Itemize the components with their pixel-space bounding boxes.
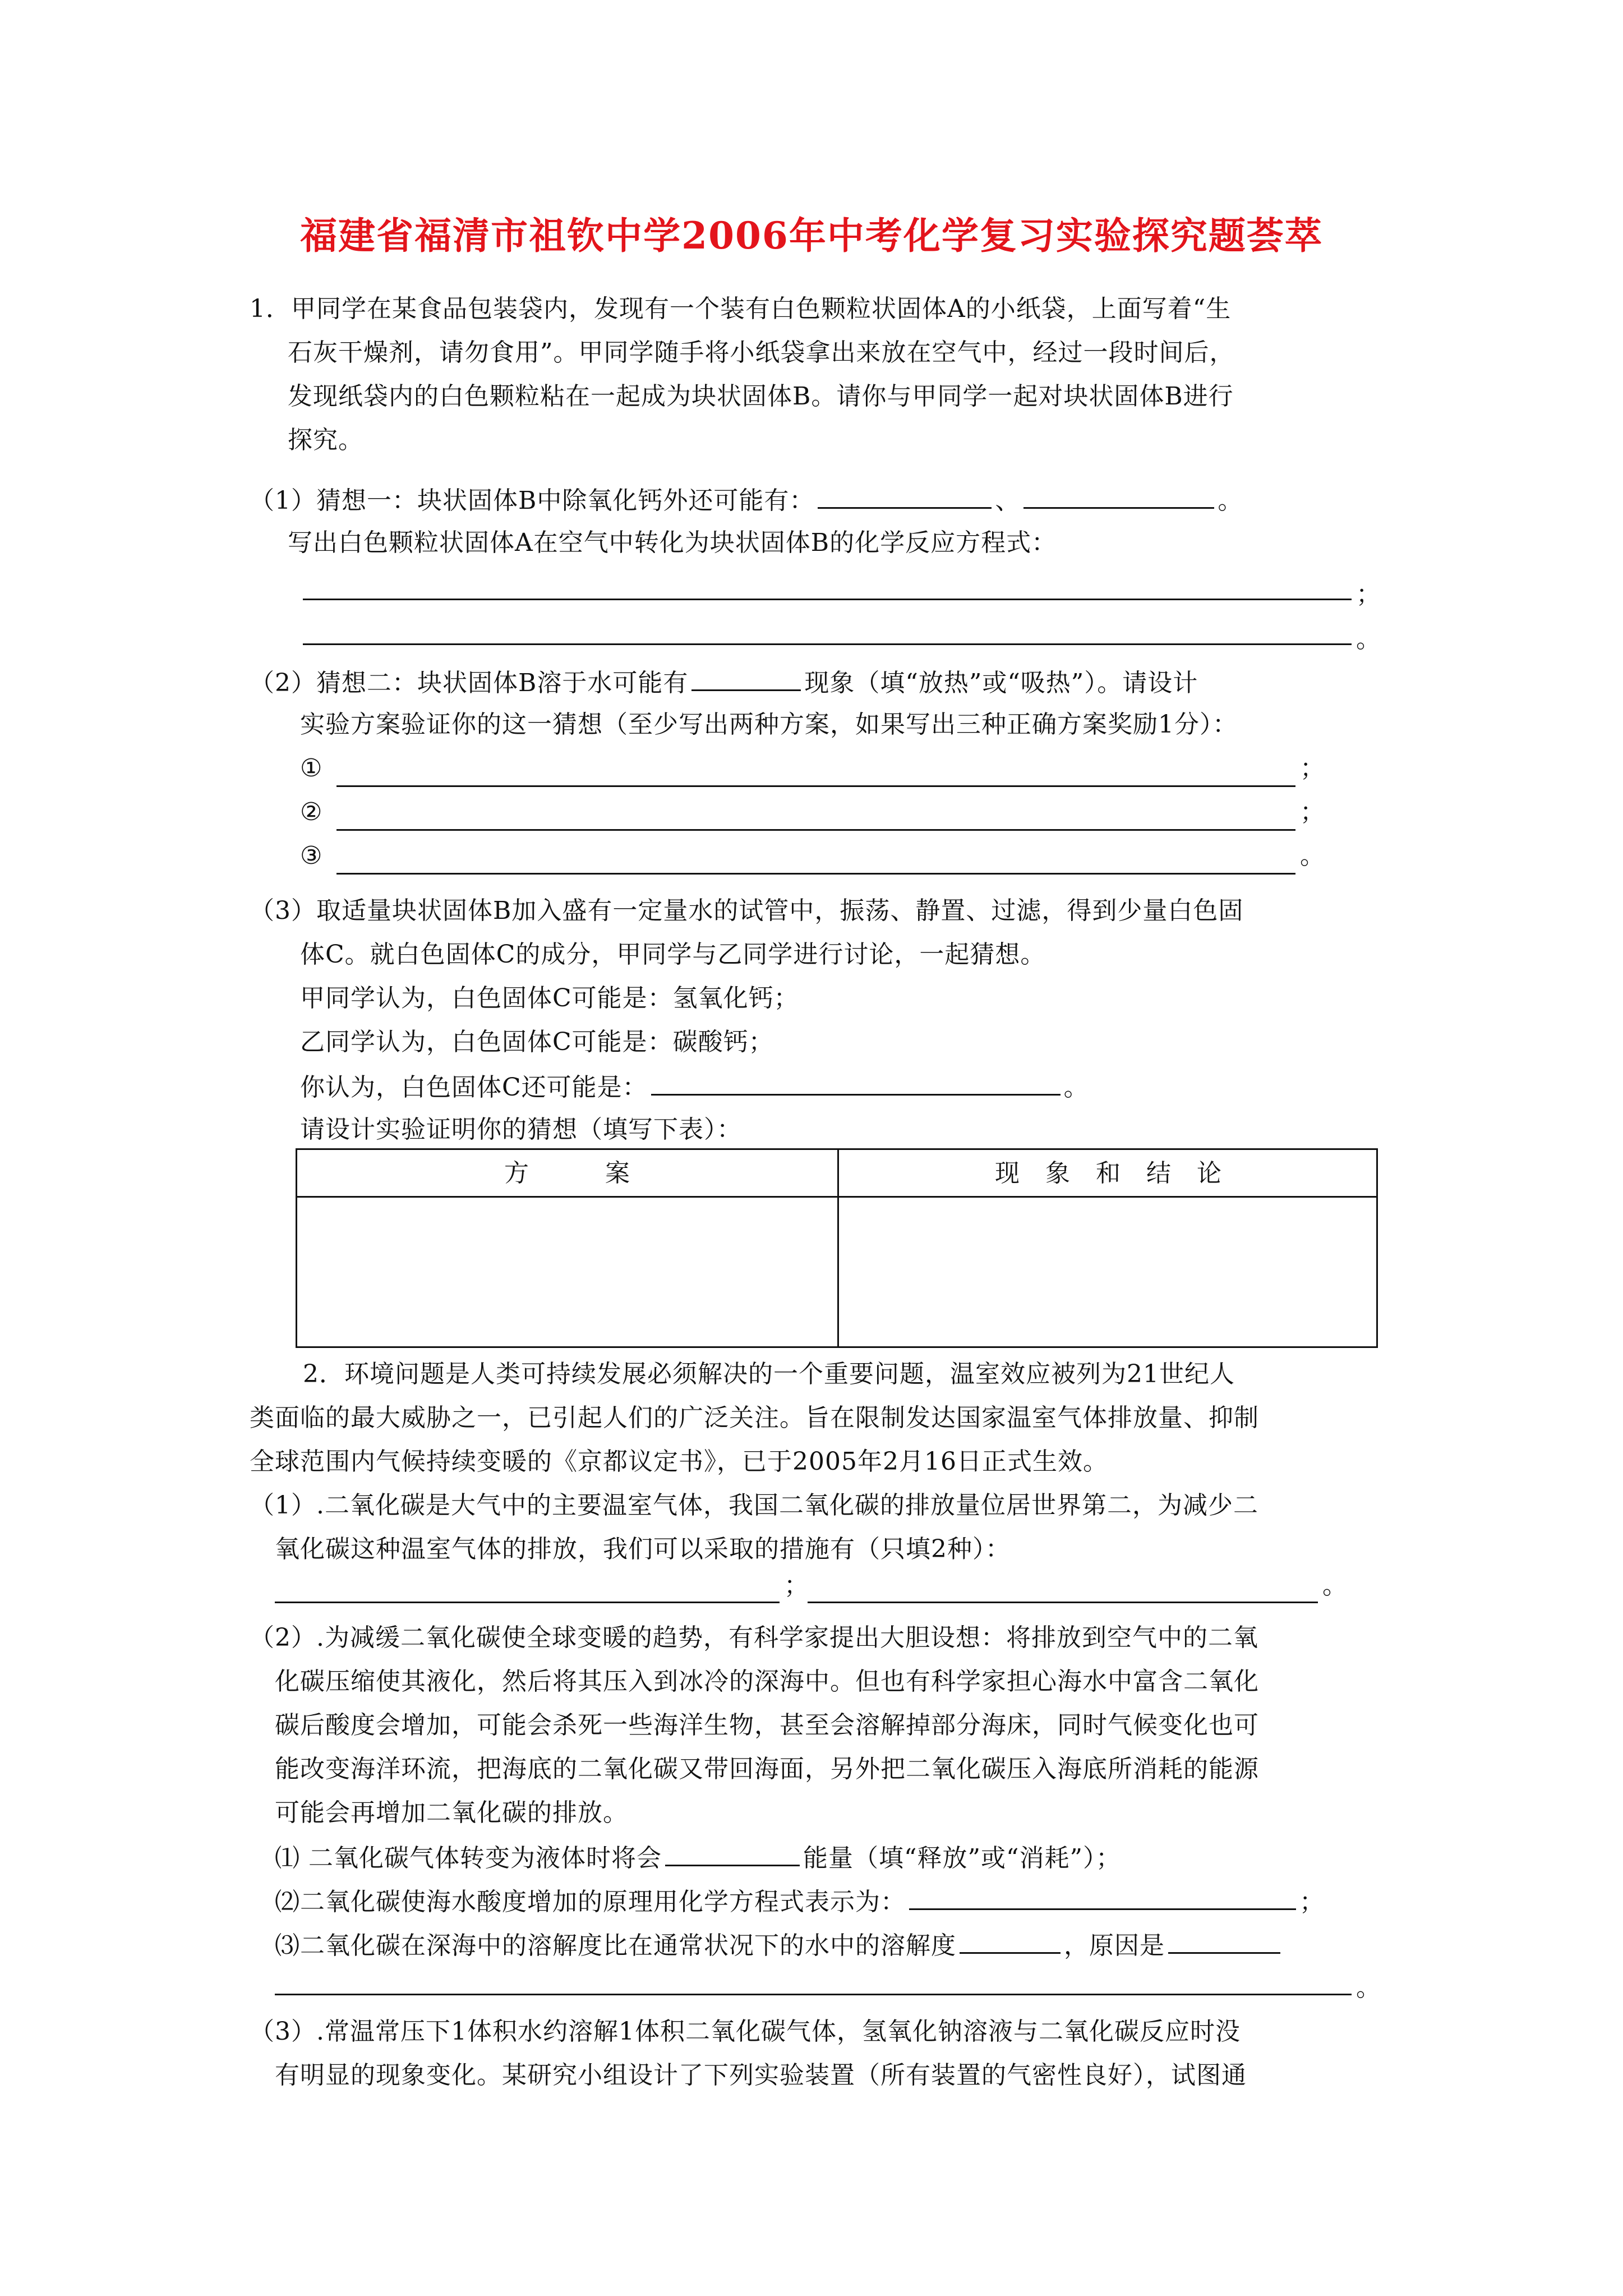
q1-part2-line-2: 实验方案验证你的这一猜想（至少写出两种方案，如果写出三种正确方案奖励1分）： [300, 710, 1238, 739]
q1-scheme-3-marker: ③ [300, 841, 323, 870]
q2-line-3: 全球范围内气候持续变暖的《京都议定书》，已于2005年2月16日正式生效。 [250, 1447, 1108, 1476]
q1-scheme-2-end: ； [1300, 798, 1325, 826]
q1-part3-you-text: 你认为，白色固体C还可能是： [300, 1073, 648, 1102]
q1-part3-end: 。 [1063, 1073, 1089, 1102]
q2-sub1-text-a: ⑴ 二氧化碳气体转变为液体时将会 [275, 1844, 662, 1872]
q1-part1-end: 。 [1218, 486, 1243, 515]
q2-measure-blank-1[interactable] [275, 1602, 780, 1603]
q2-sub3-text-b: ，原因是 [1064, 1931, 1165, 1960]
q1-part1-separator: 、 [995, 486, 1021, 515]
q2-part1-line-1: （1）.二氧化碳是大气中的主要温室气体，我国二氧化碳的排放量位居世界第二，为减少二 [250, 1491, 1258, 1520]
q1-scheme-1-marker: ① [300, 754, 323, 783]
q2-sub3-blank-2[interactable] [1168, 1927, 1280, 1954]
table-cell-scheme[interactable] [297, 1198, 837, 1346]
q2-sub2-blank[interactable] [909, 1884, 1296, 1910]
q1-part2-line [250, 665, 1198, 700]
q2-sub3-end: 。 [1356, 1973, 1381, 2002]
q2-line-1: 2．环境问题是人类可持续发展必须解决的一个重要问题，温室效应被列为21世纪人 [303, 1360, 1235, 1388]
q1-part3-line-1: （3）取适量块状固体B加入盛有一定量水的试管中，振荡、静置、过滤，得到少量白色固 [250, 896, 1244, 925]
q1-line-3: 发现纸袋内的白色颗粒粘在一起成为块状固体B。请你与甲同学一起对块状固体B进行 [288, 382, 1234, 411]
q2-part2-line-4: 能改变海洋环流，把海底的二氧化碳又带回海面，另外把二氧化碳压入海底所消耗的能源 [275, 1755, 1259, 1783]
q2-sub1-text-b: 能量（填“释放”或“消耗”）； [803, 1844, 1121, 1872]
q2-sub2-text: ⑵二氧化碳使海水酸度增加的原理用化学方程式表示为： [275, 1888, 906, 1916]
q2-sub3-reason-line[interactable] [275, 1994, 1352, 1995]
q2-line-2: 类面临的最大威胁之一，已引起人们的广泛关注。旨在限制发达国家温室气体排放量、抑制 [250, 1404, 1259, 1432]
q2-measure-blank-2[interactable] [808, 1602, 1318, 1603]
q2-part2-line-3: 碳后酸度会增加，可能会杀死一些海洋生物，甚至会溶解掉部分海床，同时气候变化也可 [275, 1711, 1259, 1740]
q2-measure-separator: ； [784, 1571, 809, 1600]
q1-part1-blank-1[interactable] [818, 482, 992, 509]
q1-line-1: 1．甲同学在某食品包装袋内，发现有一个装有白色颗粒状固体A的小纸袋，上面写着“生 [250, 295, 1232, 323]
q2-part3-line-1: （3）.常温常压下1体积水约溶解1体积二氧化碳气体，氢氧化钠溶液与二氧化碳反应时没 [250, 2017, 1241, 2046]
q1-part3-blank[interactable] [651, 1069, 1061, 1096]
q1-equation-answer-line-2[interactable] [303, 643, 1352, 645]
q1-line-2: 石灰干燥剂，请勿食用”。甲同学随手将小纸袋拿出来放在空气中，经过一段时间后， [288, 338, 1235, 367]
q2-sub3-text-a: ⑶二氧化碳在深海中的溶解度比在通常状况下的水中的溶解度 [275, 1931, 956, 1960]
q1-scheme-1-end: ； [1300, 754, 1325, 783]
q1-scheme-2-line[interactable] [336, 829, 1295, 831]
table-header-result: 现 象 和 结 论 [995, 1159, 1222, 1188]
q1-part2-text-b: 现象（填“放热”或“吸热”）。请设计 [804, 669, 1198, 697]
q2-part2-line-2: 化碳压缩使其液化，然后将其压入到冰冷的深海中。但也有科学家担心海水中富含二氧化 [275, 1667, 1259, 1696]
q1-part1-blank-2[interactable] [1023, 482, 1214, 509]
q1-part3-yi: 乙同学认为，白色固体C可能是：碳酸钙； [300, 1028, 774, 1056]
q2-sub3-line [275, 1927, 1284, 1963]
q2-measure-end: 。 [1322, 1571, 1348, 1600]
table-header-scheme: 方 案 [504, 1159, 630, 1188]
q1-part3-line-2: 体C。就白色固体C的成分，甲同学与乙同学进行讨论，一起猜想。 [300, 940, 1046, 969]
q1-part3-jia: 甲同学认为，白色固体C可能是：氢氧化钙； [300, 984, 799, 1013]
q2-sub2-line [275, 1884, 1325, 1919]
table-cell-result[interactable] [839, 1198, 1378, 1346]
q1-part3-design-prompt: 请设计实验证明你的猜想（填写下表）： [300, 1115, 742, 1144]
q2-sub3-blank-1[interactable] [960, 1927, 1061, 1954]
q1-part1-equation-prompt: 写出白色颗粒状固体A在空气中转化为块状固体B的化学反应方程式： [288, 528, 1057, 557]
q1-part2-blank[interactable] [691, 665, 801, 691]
page-title: 福建省福清市祖钦中学2006年中考化学复习实验探究题荟萃 [300, 214, 1323, 257]
q1-scheme-1-line[interactable] [336, 785, 1295, 787]
q2-sub1-blank[interactable] [665, 1840, 800, 1866]
q1-line-4: 探究。 [288, 426, 363, 454]
q2-sub2-end: ； [1299, 1888, 1325, 1916]
q1-scheme-3-line[interactable] [336, 873, 1295, 875]
q1-scheme-3-end: 。 [1300, 841, 1325, 870]
q2-part2-line-1: （2）.为减缓二氧化碳使全球变暖的趋势，有科学家提出大胆设想：将排放到空气中的二氧 [250, 1623, 1258, 1652]
q1-part1-line [250, 482, 1243, 518]
q2-sub1-line [275, 1840, 1121, 1875]
q1-scheme-2-marker: ② [300, 798, 323, 826]
q1-part1-text: （1）猜想一：块状固体B中除氧化钙外还可能有： [250, 486, 815, 515]
q1-equation-period: 。 [1356, 625, 1381, 654]
q2-part3-line-2: 有明显的现象变化。某研究小组设计了下列实验装置（所有装置的气密性良好），试图通 [275, 2061, 1247, 2090]
q1-part3-you-line [300, 1069, 1089, 1105]
q1-equation-semicolon: ； [1356, 580, 1381, 609]
q2-part2-line-5: 可能会再增加二氧化碳的排放。 [275, 1798, 628, 1827]
q1-equation-answer-line-1[interactable] [303, 599, 1352, 600]
q1-part2-text-a: （2）猜想二：块状固体B溶于水可能有 [250, 669, 689, 697]
experiment-table [296, 1148, 1378, 1348]
q2-part1-line-2: 氧化碳这种温室气体的排放，我们可以采取的措施有（只填2种）： [275, 1535, 1011, 1563]
